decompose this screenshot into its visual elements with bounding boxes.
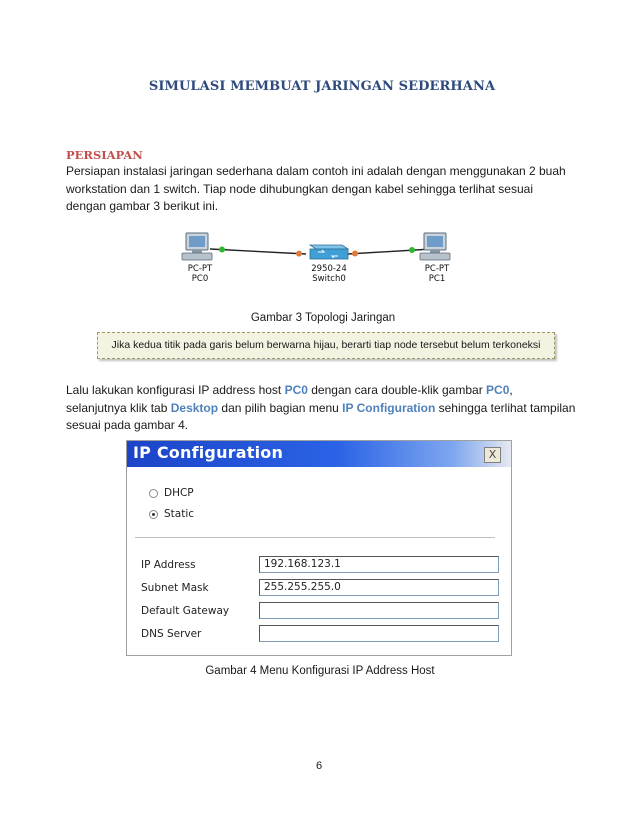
highlight-pc0: PC0 [284,383,308,397]
text-segment: dengan cara double-klik gambar [307,383,487,397]
default-gateway-label: Default Gateway [141,605,230,617]
link-light-switch-right [352,251,358,257]
static-radio[interactable] [149,510,158,519]
figure-3-caption: Gambar 3 Topologi Jaringan [250,312,396,324]
pc1-label [407,264,467,284]
pc1-type: PC-PT [424,264,450,274]
ip-configuration-title: IP Configuration [133,443,284,462]
document-title: SIMULASI MEMBUAT JARINGAN SEDERHANA [148,79,496,94]
link-light-pc1 [409,247,415,253]
highlight-desktop: Desktop [170,400,219,415]
page-number: 6 [315,760,323,772]
cable-switch-pc1 [348,249,432,254]
dns-server-input[interactable] [259,625,499,642]
pc1-icon [420,233,450,260]
pc0-type: PC-PT [187,264,213,274]
link-light-pc0 [219,247,225,253]
ip-address-label: IP Address [141,559,196,571]
instruction-paragraph [66,382,576,435]
intro-paragraph: Persiapan instalasi jaringan sederhana dalam contoh ini adalah dengan menggunakan 2 buah workstation dan 1 switch. Tiap node dihubungkan dengan kabel sehingga terlihat sesuai dengan gambar 3 berikut ini. [66,164,566,214]
text-segment: , selanjutnya klik tab [66,383,513,415]
pc0-name: PC0 [191,274,209,284]
text-segment: dan pilih bagian menu [218,400,343,415]
note-box: Jika kedua titik pada garis belum berwarna hijau, berarti tiap node tersebut belum terkoneksi [97,332,555,359]
figure-4-caption: Gambar 4 Menu Konfigurasi IP Address Host [205,665,435,677]
text-segment: sehingga terlihat tampilan sesuai pada gambar 4. [66,400,576,433]
switch-type: 2950-24 [311,264,347,274]
pc0-label [170,264,230,284]
subnet-mask-input[interactable]: 255.255.255.0 [259,579,499,596]
default-gateway-input[interactable] [259,602,499,619]
pc1-name: PC1 [428,274,446,284]
dhcp-label: DHCP [164,487,194,499]
link-light-switch-left [296,251,302,257]
section-heading: PERSIAPAN [66,148,143,162]
dhcp-radio[interactable] [149,489,158,498]
static-label: Static [164,508,195,520]
ip-configuration-titlebar [127,441,511,467]
subnet-mask-label: Subnet Mask [141,582,209,594]
switch-label [299,264,359,284]
close-button[interactable]: X [484,447,501,463]
dns-server-label: DNS Server [141,628,202,640]
separator-line [135,537,495,538]
switch-name: Switch0 [312,274,346,284]
ip-configuration-window [126,440,512,656]
pc0-icon [182,233,212,260]
highlight-pc0: PC0 [486,383,510,397]
text-segment: Lalu lakukan konfigurasi IP address host [66,383,285,397]
dhcp-radio-option[interactable] [149,487,194,499]
network-topology-figure [178,228,468,294]
ip-address-input[interactable]: 192.168.123.1 [259,556,499,573]
switch-icon [310,245,348,259]
static-radio-option[interactable] [149,508,194,520]
highlight-ip-configuration: IP Configuration [342,400,436,415]
